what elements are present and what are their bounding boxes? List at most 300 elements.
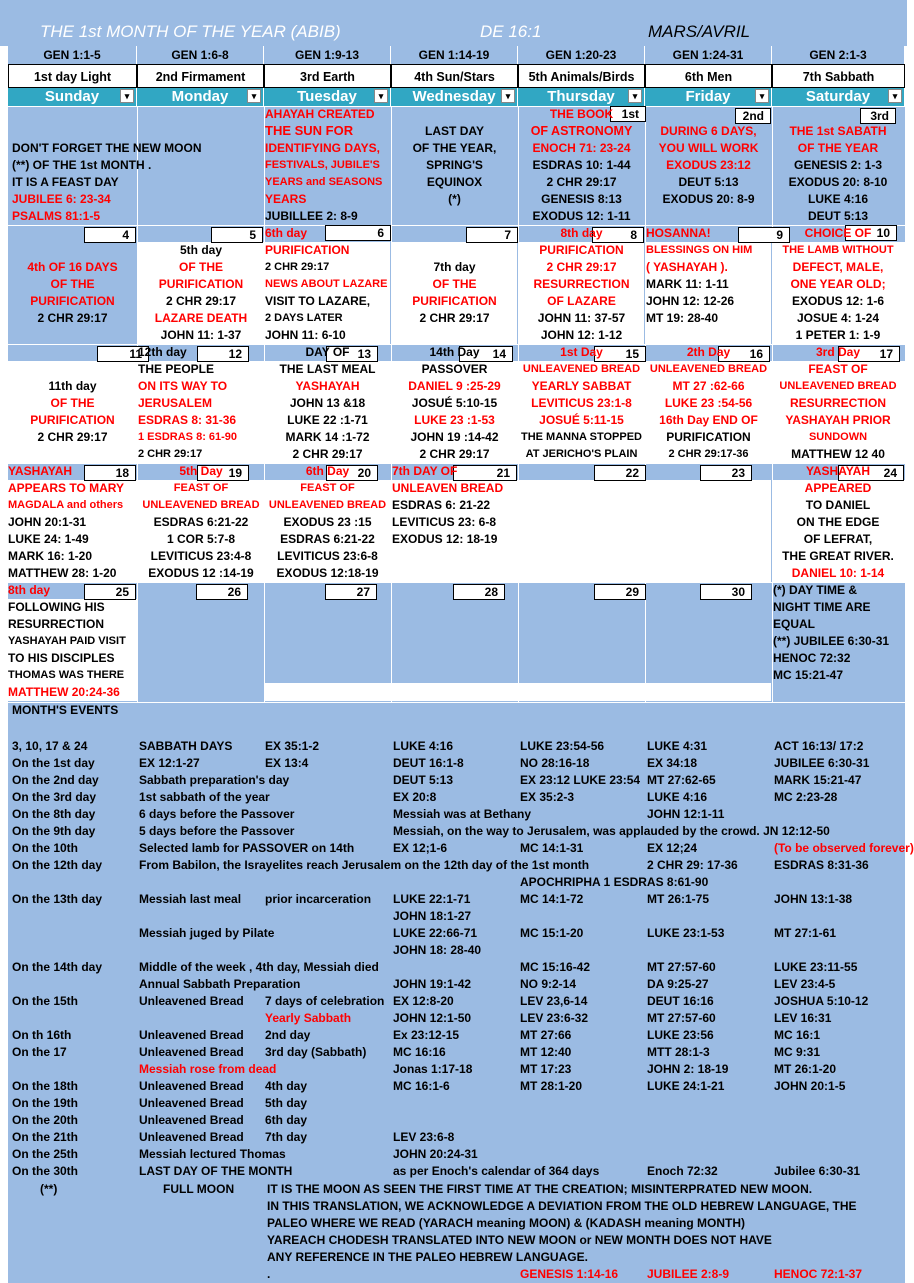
event-cell: 3rd day (Sabbath) [265, 1045, 367, 1059]
cell-text: MARK 11: 1-11 [646, 277, 729, 291]
event-cell: Messiah juged by Pilate [139, 926, 275, 940]
event-cell: LUKE 24:1-21 [647, 1079, 725, 1093]
cell-text: MARK 16: 1-20 [8, 549, 93, 563]
cell-text: UNLEAVENED BREAD [268, 499, 387, 511]
event-cell: EX 34:18 [647, 756, 698, 770]
cell-text: EXODUS 12: 1-6 [791, 294, 885, 308]
event-cell: DEUT 16:1-8 [393, 756, 464, 770]
event-cell: Messiah lectured Thomas [139, 1147, 286, 1161]
day-number: 15 [594, 346, 646, 362]
cell-text: THE GREAT RIVER. [782, 549, 894, 563]
cell-text: YEARS [265, 192, 307, 206]
cell-text: UNLEAVENED BREAD [779, 380, 897, 392]
cell-text: SPRING'S [426, 158, 483, 172]
cell-text: PURIFICATION [539, 243, 624, 257]
cell-text: 16th Day END OF [659, 413, 758, 427]
cell-text: THE SUN FOR [265, 123, 354, 138]
cell-text: LEVITICUS 23:4-8 [150, 549, 252, 563]
cell-text: FEAST OF [808, 362, 868, 376]
cell-text: 3rd Day [815, 345, 861, 359]
cell-text: 7th day [433, 260, 476, 274]
event-cell: Unleavened Bread [139, 1113, 244, 1127]
cell-text: MT 27 :62-66 [672, 379, 745, 393]
event-cell: MT 12:40 [520, 1045, 572, 1059]
event-cell: Messiah rose from dead [139, 1062, 277, 1076]
cell-text: THE PEOPLE [138, 362, 215, 376]
cell-text: LAZARE DEATH [154, 311, 248, 325]
event-cell: LUKE 23:11-55 [774, 960, 858, 974]
event-cell: EX 23:12 LUKE 23:54 [520, 773, 641, 787]
cell-text: YASHAYAH PRIOR [785, 413, 891, 427]
cell-text: MATTHEW 12 40 [791, 447, 885, 461]
footer-line: ANY REFERENCE IN THE PALEO HEBREW LANGUAGE. [267, 1250, 588, 1264]
cell-text: TO HIS DISCIPLES [8, 651, 115, 665]
event-cell: On th 16th [12, 1028, 72, 1042]
event-cell: On the 17 [12, 1045, 67, 1059]
day-number: 4 [84, 227, 136, 243]
cell-text: LEVITICUS 23: 6-8 [392, 515, 497, 529]
day-number: 6 [325, 225, 391, 241]
weekday-header [137, 88, 264, 106]
filter-dropdown-icon[interactable]: ▾ [755, 89, 769, 103]
day-number: 8 [592, 227, 644, 243]
event-cell: MC 16:1-6 [393, 1079, 450, 1093]
cell-text: VISIT TO LAZARE, [265, 294, 371, 308]
cell-text: EXODUS 12: 18-19 [392, 532, 498, 546]
cell-text: LUKE 23 :1-53 [414, 413, 495, 427]
cell-text: THE 1st SABATH [789, 124, 887, 138]
event-cell: JOHN 20:1-5 [774, 1079, 846, 1093]
cell-text: LAST DAY [425, 124, 484, 138]
cell-text: LUKE 24: 1-49 [8, 532, 89, 546]
day-number: 13 [326, 346, 378, 362]
cell-text: 11th day [48, 379, 97, 393]
event-cell: Messiah last meal [139, 892, 242, 906]
event-cell: Unleavened Bread [139, 994, 244, 1008]
cell-text: PURIFICATION [158, 277, 244, 291]
cell-text: ONE YEAR OLD; [790, 277, 886, 291]
cell-text: JOHN 13 &18 [289, 396, 366, 410]
cell-text: SUNDOWN [808, 431, 868, 443]
cell-text: 2 CHR 29:17 [546, 175, 617, 189]
cell-text: TO DANIEL [805, 498, 871, 512]
cell-text: YASHAYAH [8, 464, 73, 478]
cell-text: EXODUS 20: 8-9 [662, 192, 755, 206]
cell-text: DANIEL 9 :25-29 [408, 379, 501, 393]
cell-text: 2 CHR 29:17 [37, 311, 108, 325]
cell-text: JOSUÉ 5:11-15 [539, 413, 624, 427]
day-number: 18 [84, 465, 136, 481]
event-cell: (To be observed forever) [774, 841, 914, 855]
cell-text: APPEARS TO MARY [8, 481, 125, 495]
event-cell: MC 16:16 [393, 1045, 446, 1059]
weekday-header [772, 88, 905, 106]
day-number: 20 [326, 465, 378, 481]
event-cell: Jubilee 6:30-31 [774, 1164, 861, 1178]
cell-text: YASHAYAH [295, 379, 360, 393]
cell-text: AT JERICHO'S PLAIN [525, 448, 638, 460]
footer-line: YAREACH CHODESH TRANSLATED INTO NEW MOON or NEW MONTH DOES NOT HAVE [267, 1233, 772, 1247]
event-cell: DEUT 5:13 [393, 773, 454, 787]
cell-text: DEUT 5:13 [678, 175, 739, 189]
event-cell: LUKE 4:16 [393, 739, 454, 753]
cell-text: OF THE [50, 277, 95, 291]
event-cell: JOHN 18:1-27 [393, 909, 472, 923]
event-cell: MT 27:1-61 [774, 926, 837, 940]
genesis-ref: GEN 1:24-31 [645, 46, 772, 64]
cell-text: MATTHEW 28: 1-20 [8, 566, 117, 580]
weekday-header [518, 88, 645, 106]
event-cell: JOSHUA 5:10-12 [774, 994, 869, 1008]
cell-text: UNLEAVENED BREAD [142, 499, 260, 511]
event-cell: MC 9:31 [774, 1045, 821, 1059]
cell-text: DANIEL 10: 1-14 [791, 566, 885, 580]
cell-text: 2 CHR 29:17 [37, 430, 108, 444]
event-cell: LUKE 4:31 [647, 739, 708, 753]
event-cell: Enoch 72:32 [647, 1164, 718, 1178]
event-cell: Unleavened Bread [139, 1045, 244, 1059]
day-number: 3rd [860, 108, 896, 124]
event-cell: 1st sabbath of the year [139, 790, 270, 804]
footer-line: IN THIS TRANSLATION, WE ACKNOWLEDGE A DEVIATION FROM THE OLD HEBREW LANGUAGE, THE [267, 1199, 857, 1213]
cell-text: OF THE [50, 396, 95, 410]
cell-text: IT IS A FEAST DAY [12, 175, 119, 189]
event-cell: MT 17:23 [520, 1062, 572, 1076]
event-cell: MT 26:1-75 [647, 892, 710, 906]
weekday-label: Tuesday [297, 88, 357, 105]
event-cell: MT 27:62-65 [647, 773, 716, 787]
event-cell: On the 12th day [12, 858, 103, 872]
cell-text: APPEARED [804, 481, 872, 495]
event-cell: EX 13:4 [265, 756, 309, 770]
cell-text: 2 CHR 29:17 [419, 447, 490, 461]
event-cell: ACT 16:13/ 17:2 [774, 739, 864, 753]
event-cell: EX 35:1-2 [265, 739, 320, 753]
day-number: 2nd [735, 108, 771, 124]
filter-dropdown-icon[interactable]: ▾ [247, 89, 261, 103]
cell-text: 2 DAYS LATER [265, 312, 343, 324]
event-cell: 5 days before the Passover [139, 824, 295, 838]
event-cell: prior incarceration [265, 892, 372, 906]
event-cell: JOHN 18: 28-40 [393, 943, 482, 957]
cell-text: JERUSALEM [138, 396, 213, 410]
page-title: THE 1st MONTH OF THE YEAR (ABIB) [40, 22, 341, 41]
cell-bg [265, 683, 771, 701]
genesis-ref: GEN 1:14-19 [391, 46, 518, 64]
cell-text: DURING 6 DAYS, [660, 124, 757, 138]
cell-text: 6th Day [305, 464, 350, 478]
cell-text: 2 CHR 29:17-36 [668, 448, 749, 460]
cell-text: OF LEFRAT, [803, 532, 873, 546]
cell-text: JOHN 19 :14-42 [410, 430, 499, 444]
cell-text: THE MANNA STOPPED [520, 431, 642, 443]
cell-text: JOHN 11: 1-37 [160, 328, 242, 342]
cell-text: MC 15:21-47 [773, 668, 844, 682]
event-cell: From Babilon, the Israyelites reach Jerusalem on the 12th day of the 1st month [139, 858, 590, 872]
cell-text: PURIFICATION [30, 294, 115, 308]
cell-text: 2 CHR 29:17 [419, 311, 490, 325]
cell-text: 2 CHR 29:17 [165, 294, 237, 308]
cell-text: (**) JUBILEE 6:30-31 [773, 634, 890, 648]
cell-text: MARK 14 :1-72 [285, 430, 370, 444]
event-cell: MC 16:1 [774, 1028, 821, 1042]
event-cell: On the 15th [12, 994, 79, 1008]
creation-day: 1st day Light [8, 64, 137, 88]
event-cell: Messiah, on the way to Jerusalem, was applauded by the crowd. JN 12:12-50 [393, 824, 830, 838]
event-cell: On the 13th day [12, 892, 103, 906]
cell-text: PSALMS 81:1-5 [12, 209, 101, 223]
event-cell: NO 28:16-18 [520, 756, 590, 770]
creation-day: 2nd Firmament [137, 64, 264, 88]
filter-dropdown-icon[interactable]: ▾ [501, 89, 515, 103]
footer-moon: FULL MOON [163, 1182, 235, 1196]
genesis-ref: GEN 1:6-8 [137, 46, 264, 64]
event-cell: On the 2nd day [12, 773, 99, 787]
cell-text: FESTIVALS, JUBILE'S [265, 159, 380, 171]
cell-text: HOSANNA! [646, 226, 711, 240]
weekday-label: Wednesday [412, 88, 496, 105]
day-number: 16 [718, 346, 770, 362]
cell-bg [8, 108, 137, 120]
cell-text: MAGDALA and others [8, 499, 124, 511]
event-cell: EX 35:2-3 [520, 790, 575, 804]
cell-text: JOHN 11: 6-10 [265, 328, 346, 342]
cell-text: 8th day [8, 583, 51, 597]
cell-text: FOLLOWING HIS [8, 600, 105, 614]
cell-text: EXODUS 12: 1-11 [532, 209, 631, 223]
event-cell: Jonas 1:17-18 [393, 1062, 473, 1076]
cell-text: OF ASTRONOMY [530, 124, 633, 138]
cell-text: 2 CHR 29:17 [138, 448, 203, 460]
event-cell: LEV 23,6-14 [520, 994, 588, 1008]
cell-text: EXODUS 23:12 [666, 158, 751, 172]
cell-text: LEVITICUS 23:1-8 [531, 396, 632, 410]
event-cell: LUKE 23:1-53 [647, 926, 725, 940]
title-ref: DE 16:1 [480, 22, 542, 41]
cell-text: 1 PETER 1: 1-9 [795, 328, 881, 342]
cell-text: IDENTIFYING DAYS, [265, 141, 380, 155]
cell-text: FEAST OF [300, 482, 355, 494]
footer-line: PALEO WHERE WE READ (YARACH meaning MOON) & (KADASH meaning MONTH) [267, 1216, 746, 1230]
weekday-label: Friday [685, 88, 731, 105]
day-number: 25 [84, 584, 136, 600]
event-cell: On the 21th [12, 1130, 79, 1144]
cell-text: 12th day [138, 345, 187, 359]
cell-text: LUKE 23 :54-56 [664, 396, 753, 410]
genesis-ref: GEN 2:1-3 [772, 46, 905, 64]
event-cell: JOHN 2: 18-19 [647, 1062, 729, 1076]
cell-text: NEWS ABOUT LAZARE [265, 278, 388, 290]
cell-text: DAY OF [305, 345, 350, 359]
event-cell: Unleavened Bread [139, 1079, 244, 1093]
event-cell: LAST DAY OF THE MONTH [139, 1164, 293, 1178]
footer-ref: GENESIS 1:14-16 [520, 1267, 619, 1281]
cell-text: AHAYAH CREATED [265, 107, 375, 121]
cell-text: ESDRAS 6:21-22 [153, 515, 249, 529]
event-cell: MC 15:1-20 [520, 926, 584, 940]
day-number: 5 [211, 227, 263, 243]
day-number: 22 [594, 465, 646, 481]
footer-ref: HENOC 72:1-37 [774, 1267, 863, 1281]
weekday-label: Sunday [44, 88, 100, 105]
footer-line: IT IS THE MOON AS SEEN THE FIRST TIME AT THE CREATION; MISINTERPRATED NEW MOON. [267, 1182, 813, 1196]
cell-text: JOHN 12: 12-26 [646, 294, 735, 308]
day-number: 26 [196, 584, 248, 600]
cell-text: OF LAZARE [547, 294, 616, 308]
event-cell: LUKE 22:66-71 [393, 926, 478, 940]
cell-text: LUKE 4:16 [807, 192, 869, 206]
cell-text: PASSOVER [421, 362, 488, 376]
cell-text: UNLEAVENED BREAD [522, 363, 641, 375]
day-number: 10 [845, 225, 897, 241]
event-cell: Unleavened Bread [139, 1096, 244, 1110]
event-cell: Ex 23:12-15 [393, 1028, 460, 1042]
cell-text: EQUAL [773, 617, 815, 631]
cell-text: JOSUÉ 5:10-15 [411, 396, 498, 410]
cell-text: UNLEAVENED BREAD [649, 363, 768, 375]
cell-text: 2 CHR 29:17 [265, 261, 330, 273]
grid-line [8, 106, 905, 107]
event-cell: MC 14:1-72 [520, 892, 584, 906]
cell-text: ESDRAS 8: 31-36 [138, 413, 237, 427]
event-cell: LEV 23:6-8 [393, 1130, 455, 1144]
event-cell: MT 27:66 [520, 1028, 572, 1042]
cell-text: THE BOOK [549, 107, 614, 121]
event-cell: NO 9:2-14 [520, 977, 577, 991]
event-cell: MC 2:23-28 [774, 790, 838, 804]
cell-text: CHOICE OF [804, 226, 872, 240]
event-cell: MT 28:1-20 [520, 1079, 583, 1093]
cell-text: LEVITICUS 23:6-8 [277, 549, 378, 563]
event-cell: 6 days before the Passover [139, 807, 295, 821]
cell-text: 1 COR 5:7-8 [166, 532, 236, 546]
cell-text: 8th day [560, 226, 603, 240]
event-cell: EX 12;24 [647, 841, 698, 855]
event-cell: 5th day [265, 1096, 308, 1110]
grid-line [8, 582, 905, 583]
cell-text: 2 CHR 29:17 [546, 260, 617, 274]
event-cell: LUKE 23:56 [647, 1028, 714, 1042]
cell-text: 1st Day [560, 345, 603, 359]
event-cell: On the 9th day [12, 824, 96, 838]
event-cell: JOHN 12:1-11 [647, 807, 725, 821]
cell-text: EQUINOX [426, 175, 483, 189]
cell-text: LUKE 22 :1-71 [287, 413, 368, 427]
cell-text: JOHN 11: 37-57 [537, 311, 626, 325]
day-number: 12 [197, 346, 249, 362]
day-number: 7 [466, 227, 518, 243]
cell-text: DON'T FORGET THE NEW MOON [12, 141, 202, 155]
event-cell: SABBATH DAYS [139, 739, 233, 753]
event-cell: MT 27:57-60 [647, 1011, 716, 1025]
cell-text: JOHN 12: 1-12 [540, 328, 623, 342]
event-cell: 3, 10, 17 & 24 [12, 739, 88, 753]
cell-text: 6th day [265, 226, 308, 240]
event-cell: 2nd day [265, 1028, 311, 1042]
filter-dropdown-icon[interactable]: ▾ [888, 89, 902, 103]
event-cell: DA 9:25-27 [647, 977, 709, 991]
day-number: 17 [838, 346, 900, 362]
event-cell: Sabbath preparation's day [139, 773, 290, 787]
event-cell: EX 12;1-6 [393, 841, 448, 855]
cell-text: 1 ESDRAS 8: 61-90 [138, 431, 238, 443]
day-number: 27 [325, 584, 377, 600]
creation-day: 3rd Earth [264, 64, 391, 88]
event-cell: Messiah was at Bethany [393, 807, 532, 821]
cell-text: ENOCH 71: 23-24 [532, 141, 631, 155]
cell-text: ON THE EDGE [796, 515, 880, 529]
event-cell: On the 1st day [12, 756, 95, 770]
cell-text: JUBILLEE 2: 8-9 [265, 209, 358, 223]
cell-text: YASHAYAH [805, 464, 871, 478]
event-cell: On the 25th [12, 1147, 79, 1161]
event-cell: JOHN 13:1-38 [774, 892, 853, 906]
event-cell: Selected lamb for PASSOVER on 14th [139, 841, 355, 855]
event-cell: On the 3rd day [12, 790, 97, 804]
title-season: MARS/AVRIL [648, 22, 751, 41]
event-cell: LEV 23:6-32 [520, 1011, 589, 1025]
cell-text: 7th DAY OF [392, 464, 458, 478]
cell-text: GENESIS 2: 1-3 [793, 158, 883, 172]
cell-text: YEARS and SEASONS [265, 176, 383, 188]
cell-text: NIGHT TIME ARE [773, 600, 871, 614]
weekday-label: Monday [171, 88, 229, 105]
cell-text: OF THE [179, 260, 223, 274]
cell-text: THE LAST MEAL [279, 362, 376, 376]
weekday-header [645, 88, 772, 106]
cell-text: ( YASHAYAH ). [646, 260, 728, 274]
day-number: 1st [610, 106, 646, 122]
event-cell: JUBILEE 6:30-31 [774, 756, 870, 770]
cell-text: THE LAMB WITHOUT [782, 244, 894, 256]
filter-dropdown-icon[interactable]: ▾ [120, 89, 134, 103]
event-cell: Unleavened Bread [139, 1028, 244, 1042]
cell-text: GENESIS 8:13 [541, 192, 622, 206]
event-cell: MT 26:1-20 [774, 1062, 837, 1076]
event-cell: On the 18th [12, 1079, 79, 1093]
creation-day: 6th Men [645, 64, 772, 88]
cell-text: OF THE YEAR [797, 141, 879, 155]
event-cell: On the 19th [12, 1096, 79, 1110]
event-cell: 2 CHR 29: 17-36 [647, 858, 738, 872]
cell-text: 2th Day [686, 345, 731, 359]
cell-text: EXODUS 12:18-19 [276, 566, 379, 580]
cell-text: FEAST OF [173, 482, 229, 494]
cell-text: RESURRECTION [533, 277, 630, 291]
event-cell: JOHN 20:24-31 [393, 1147, 478, 1161]
cell-text: JUBILEE 6: 23-34 [12, 192, 111, 206]
cell-text: ON ITS WAY TO [138, 379, 228, 393]
filter-dropdown-icon[interactable]: ▾ [374, 89, 388, 103]
day-number: 19 [197, 465, 249, 481]
cell-text: YOU WILL WORK [658, 141, 759, 155]
event-cell: 4th day [265, 1079, 308, 1093]
cell-text: UNLEAVEN BREAD [392, 481, 504, 495]
event-cell: EX 12:8-20 [393, 994, 454, 1008]
cell-text: BLESSINGS ON HIM [646, 244, 753, 256]
cell-text: 4th OF 16 DAYS [27, 260, 118, 274]
day-number: 9 [738, 227, 790, 243]
cell-text: (*) [448, 192, 461, 206]
event-cell: 7th day [265, 1130, 308, 1144]
event-cell: On the 20th [12, 1113, 79, 1127]
event-cell: On the 30th [12, 1164, 79, 1178]
event-cell: 7 days of celebration [265, 994, 385, 1008]
day-number: 11 [97, 346, 149, 362]
creation-day: 7th Sabbath [772, 64, 905, 88]
cell-text: 2 CHR 29:17 [292, 447, 363, 461]
filter-dropdown-icon[interactable]: ▾ [628, 89, 642, 103]
